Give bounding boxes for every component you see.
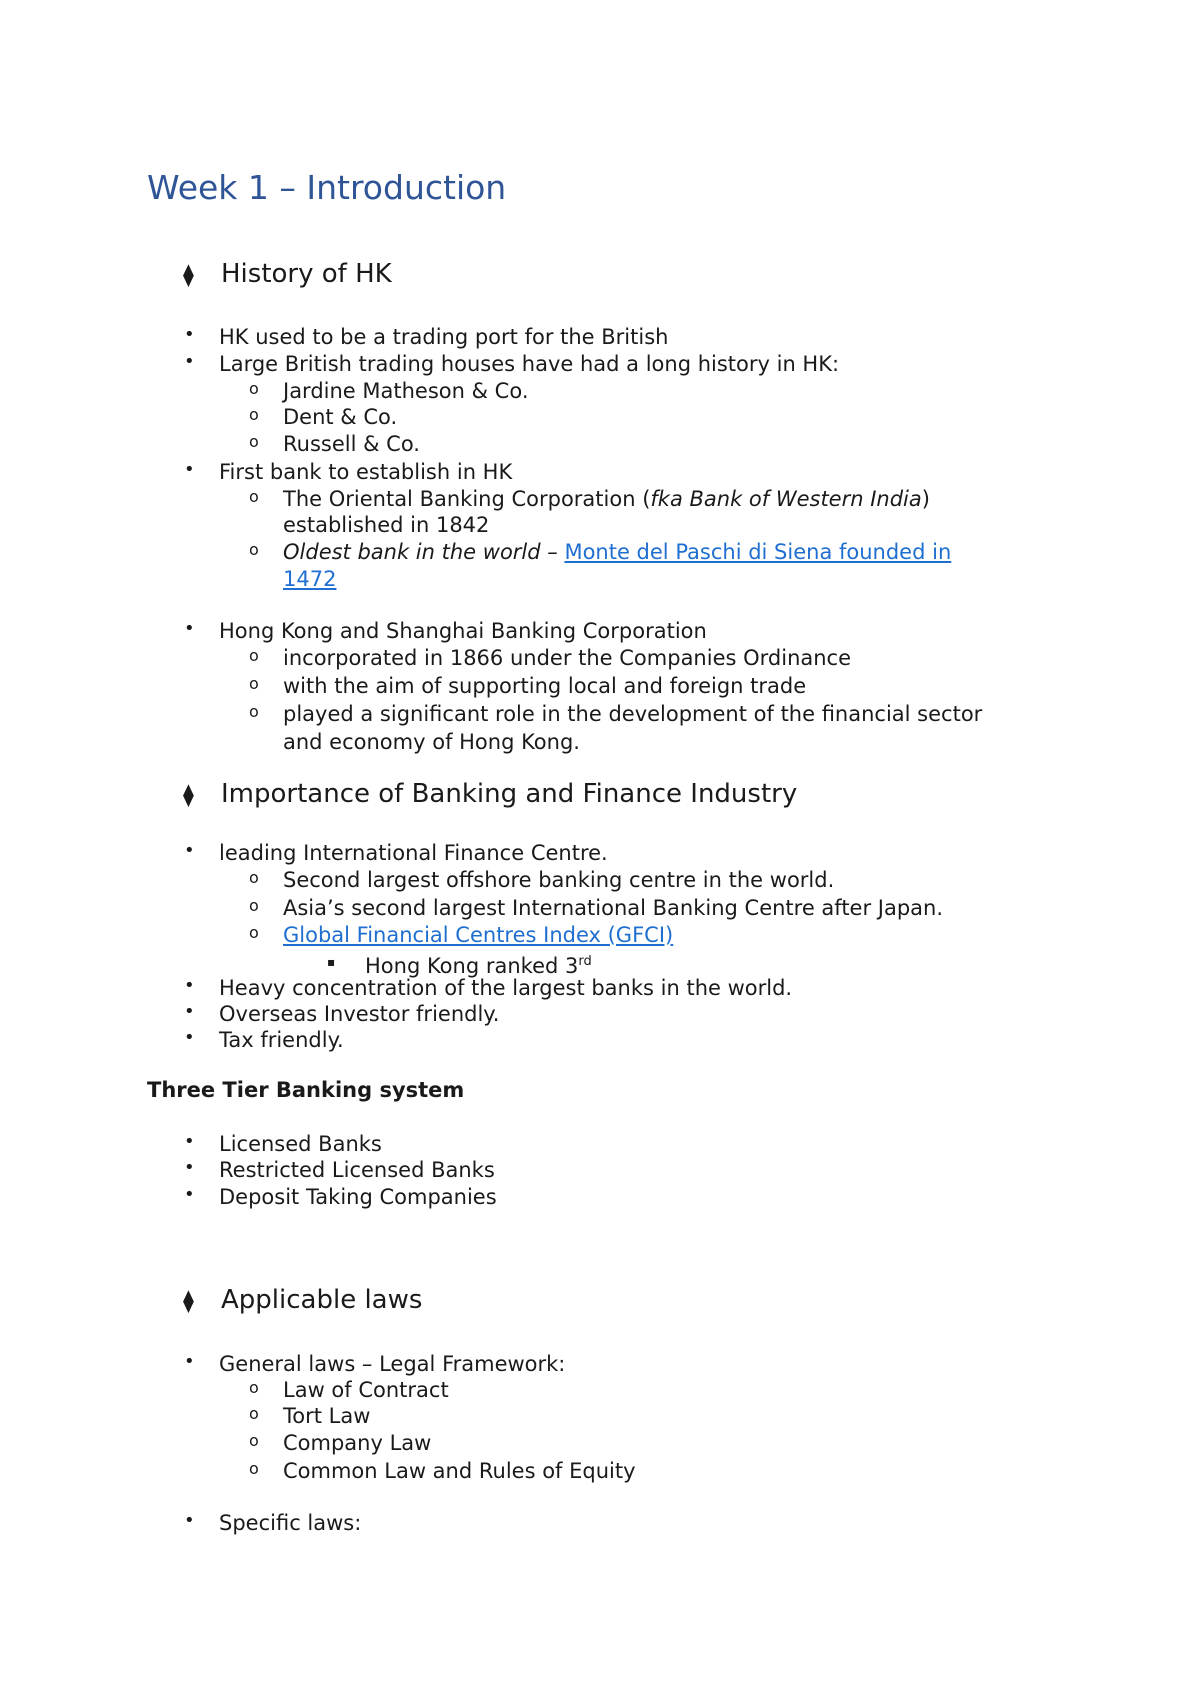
sub-list-item: incorporated in 1866 under the Companies Ordinance bbox=[283, 646, 852, 670]
sub-list-item: Tort Law bbox=[283, 1404, 371, 1428]
fka-text: fka Bank of Western India bbox=[650, 487, 922, 511]
sub-list-item: Common Law and Rules of Equity bbox=[283, 1459, 636, 1483]
heading-text: Importance of Banking and Finance Industry bbox=[221, 779, 798, 809]
oriental-close: ) bbox=[921, 487, 930, 511]
sub-list-item-oriental bbox=[283, 486, 930, 512]
sub-list-item bbox=[283, 922, 673, 948]
circle-bullet-icon: o bbox=[249, 896, 259, 915]
bullet-icon: • bbox=[184, 1027, 195, 1048]
bullet-icon: • bbox=[184, 618, 195, 639]
list-item: Licensed Banks bbox=[219, 1132, 382, 1156]
list-item: Heavy concentration of the largest banks in the world. bbox=[219, 976, 793, 1000]
section-heading-importance bbox=[183, 779, 797, 809]
circle-bullet-icon: o bbox=[249, 379, 259, 398]
oldest-bank-text: Oldest bank in the world – bbox=[283, 540, 565, 564]
heading-text: Applicable laws bbox=[221, 1285, 423, 1315]
bullet-icon: • bbox=[184, 1510, 195, 1531]
monte-paschi-link-cont[interactable]: 1472 bbox=[283, 567, 337, 591]
sub-list-item: Second largest offshore banking centre in the world. bbox=[283, 868, 835, 892]
oriental-text: The Oriental Banking Corporation ( bbox=[283, 487, 651, 511]
list-item: Specific laws: bbox=[219, 1511, 362, 1535]
list-item: Deposit Taking Companies bbox=[219, 1185, 497, 1209]
circle-bullet-icon: o bbox=[249, 702, 259, 721]
rank-text: Hong Kong ranked 3 bbox=[365, 954, 579, 978]
bullet-icon: • bbox=[184, 1351, 195, 1372]
circle-bullet-icon: o bbox=[249, 405, 259, 424]
list-item: leading International Finance Centre. bbox=[219, 841, 608, 865]
circle-bullet-icon: o bbox=[249, 432, 259, 451]
list-item: Large British trading houses have had a long history in HK: bbox=[219, 352, 840, 376]
circle-bullet-icon: o bbox=[249, 868, 259, 887]
bullet-icon: • bbox=[184, 975, 195, 996]
sub-list-item: Asia’s second largest International Banking Centre after Japan. bbox=[283, 896, 944, 920]
gfci-link[interactable]: Global Financial Centres Index (GFCI) bbox=[283, 923, 674, 947]
bullet-icon: • bbox=[184, 351, 195, 372]
sub-list-item: Russell & Co. bbox=[283, 432, 420, 456]
circle-bullet-icon: o bbox=[249, 540, 259, 559]
sub-list-item-continuation bbox=[283, 566, 336, 592]
list-item: Hong Kong and Shanghai Banking Corporation bbox=[219, 619, 707, 643]
sub-list-item: Company Law bbox=[283, 1431, 432, 1455]
list-item: General laws – Legal Framework: bbox=[219, 1352, 566, 1376]
bullet-icon: • bbox=[184, 1001, 195, 1022]
section-heading-laws bbox=[183, 1285, 422, 1315]
circle-bullet-icon: o bbox=[249, 674, 259, 693]
rank-superscript: rd bbox=[578, 954, 592, 969]
circle-bullet-icon: o bbox=[249, 1404, 259, 1423]
sub-list-item-continuation: and economy of Hong Kong. bbox=[283, 730, 580, 754]
square-bullet-icon: ▪ bbox=[327, 955, 336, 969]
bullet-icon: • bbox=[184, 459, 195, 480]
circle-bullet-icon: o bbox=[249, 487, 259, 506]
sub-list-item-continuation: established in 1842 bbox=[283, 513, 490, 537]
diamond-bullet-icon: ⧫ bbox=[183, 1289, 194, 1314]
section-heading-history bbox=[183, 259, 392, 289]
page-title: Week 1 – Introduction bbox=[147, 168, 507, 207]
sub-list-item-oldest bbox=[283, 539, 951, 565]
sub-list-item: Law of Contract bbox=[283, 1378, 449, 1402]
sub-list-item: with the aim of supporting local and foreign trade bbox=[283, 674, 807, 698]
bullet-icon: • bbox=[184, 1157, 195, 1178]
heading-text: History of HK bbox=[221, 259, 392, 289]
list-item: First bank to establish in HK bbox=[219, 460, 513, 484]
bullet-icon: • bbox=[184, 1131, 195, 1152]
list-item: Overseas Investor friendly. bbox=[219, 1002, 500, 1026]
circle-bullet-icon: o bbox=[249, 1378, 259, 1397]
sub-list-item: Dent & Co. bbox=[283, 405, 398, 429]
sub-list-item: played a significant role in the development of the financial sector bbox=[283, 702, 983, 726]
sub-list-item: Jardine Matheson & Co. bbox=[283, 379, 529, 403]
diamond-bullet-icon: ⧫ bbox=[183, 783, 194, 808]
circle-bullet-icon: o bbox=[249, 646, 259, 665]
circle-bullet-icon: o bbox=[249, 1431, 259, 1450]
list-item: Tax friendly. bbox=[219, 1028, 344, 1052]
circle-bullet-icon: o bbox=[249, 923, 259, 942]
list-item: HK used to be a trading port for the British bbox=[219, 325, 669, 349]
circle-bullet-icon: o bbox=[249, 1459, 259, 1478]
monte-paschi-link[interactable]: Monte del Paschi di Siena founded in bbox=[564, 540, 952, 564]
tier-heading: Three Tier Banking system bbox=[147, 1078, 465, 1102]
diamond-bullet-icon: ⧫ bbox=[183, 263, 194, 288]
bullet-icon: • bbox=[184, 840, 195, 861]
bullet-icon: • bbox=[184, 1184, 195, 1205]
bullet-icon: • bbox=[184, 324, 195, 345]
list-item: Restricted Licensed Banks bbox=[219, 1158, 495, 1182]
